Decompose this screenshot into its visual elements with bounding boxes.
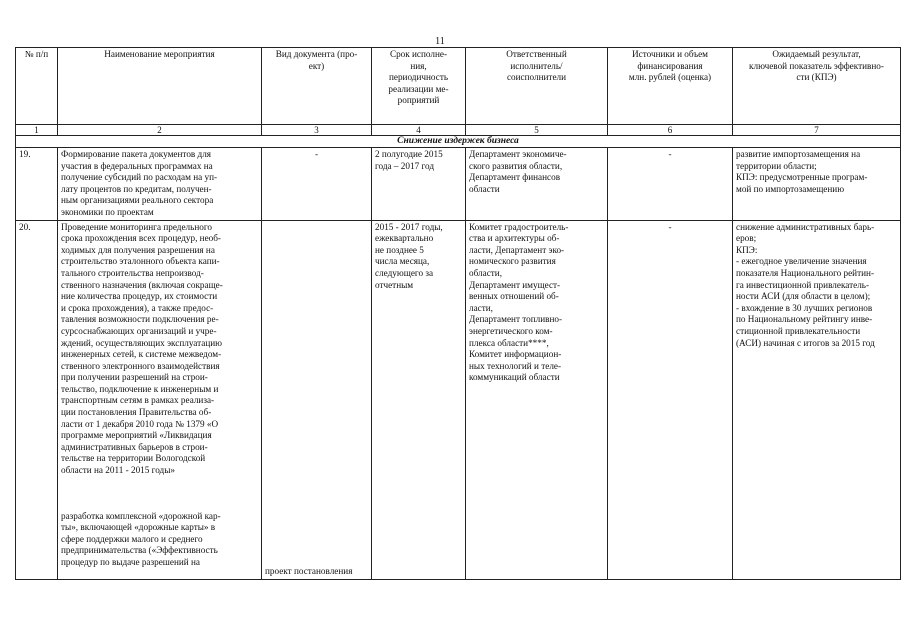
col-header-number: № п/п	[16, 48, 58, 125]
measure-name-continuation: разработка комплексной «дорожной кар- ты», включающей «дорожные карты» в сфере поддержки малого и среднего предпринимательства («Эффективность процедур по выдаче разрешений на	[61, 510, 221, 567]
section-row	[16, 136, 901, 148]
measure-name: Формирование пакета документов для участия в федеральных программах на получение субсидий по расходам на уп- лату процентов по кредитам, получен- ным организациями реального сектора экономики по проектам	[58, 148, 262, 221]
col-header-doc-type: Вид документа (про- ект)	[262, 48, 372, 125]
section-title: Снижение издержек бизнеса	[16, 136, 901, 148]
measures-table	[15, 47, 901, 580]
expected-result: снижение административных барь- еров; КПЭ: - ежегодное увеличение значения показателя Национального рейтин- га инвестиционной привлекатель- ности АСИ (для области в целом); - вхождение в 30 лучших регионов по Национальному рейтингу инве- стиционной привлекательности (АСИ) начиная с итогов за 2015 год	[733, 220, 901, 579]
column-number: 3	[262, 125, 372, 136]
measure-name: Проведение мониторинга предельного срока прохождения всех процедур, необ- ходимых для получения разрешения на строительство эталонного объекта капи- тального строительства непроизвод- ственного назначения (включая сокраще- ние количества процедур, их стоимости и срока прохождения), а также предос- тавления возможности подключения ре- сурсоснабжающих организаций и учре- ждений, осуществляющих эксплуатацию инженерных сетей, к системе межведом- ственного электронного взаимодействия при получении разрешений на строи- тельство, подключение к инженерным и транспортным сетям в рамках реализа- ции постановления Правительства об- ласти от 1 декабря 2010 года № 1379 «О программе мероприятий «Ликвидация административных барьеров в строи- тельстве на территории Вологодской области на 2011 - 2015 годы» разработка комплексной «дорожной кар- ты», включающей «дорожные карты» в сфере поддержки малого и среднего предпринимательства («Эффективность процедур по выдаче разрешений на	[58, 220, 262, 579]
column-number: 7	[733, 125, 901, 136]
col-header-result: Ожидаемый результат, ключевой показатель эффективно- сти (КПЭ)	[733, 48, 901, 125]
document-type: -	[262, 148, 372, 221]
column-number: 1	[16, 125, 58, 136]
col-header-finance: Источники и объем финансирования млн. рублей (оценка)	[608, 48, 733, 125]
responsible: Комитет градостроитель- ства и архитектуры об- ласти, Департамент эко- номического развития области, Департамент имущест- венных отношений об- ласти, Департамент топливно- энергетического ком- плекса области****, Комитет информацион- ных технологий и теле- коммуникаций области	[466, 220, 608, 579]
column-number-row	[16, 125, 901, 136]
column-number: 4	[372, 125, 466, 136]
column-number: 6	[608, 125, 733, 136]
page-number: 11	[435, 36, 445, 47]
table-row	[16, 220, 901, 579]
table-row	[16, 148, 901, 221]
financing: -	[608, 148, 733, 221]
term: 2015 - 2017 годы, ежеквартально не позднее 5 числа месяца, следующего за отчетным	[372, 220, 466, 579]
column-number: 5	[466, 125, 608, 136]
term: 2 полугодие 2015 года – 2017 год	[372, 148, 466, 221]
col-header-term: Срок исполне- ния, периодичность реализации ме- роприятий	[372, 48, 466, 125]
column-number: 2	[58, 125, 262, 136]
document-type: проект постановления	[262, 220, 372, 579]
row-number: 20.	[16, 220, 58, 579]
responsible: Департамент экономиче- ского развития области, Департамент финансов области	[466, 148, 608, 221]
col-header-name: Наименование мероприятия	[58, 48, 262, 125]
row-number: 19.	[16, 148, 58, 221]
col-header-responsible: Ответственный исполнитель/ соисполнители	[466, 48, 608, 125]
header-row	[16, 48, 901, 125]
expected-result: развитие импортозамещения на территории области; КПЭ: предусмотренные програм- мой по импортозамещению	[733, 148, 901, 221]
financing: -	[608, 220, 733, 579]
